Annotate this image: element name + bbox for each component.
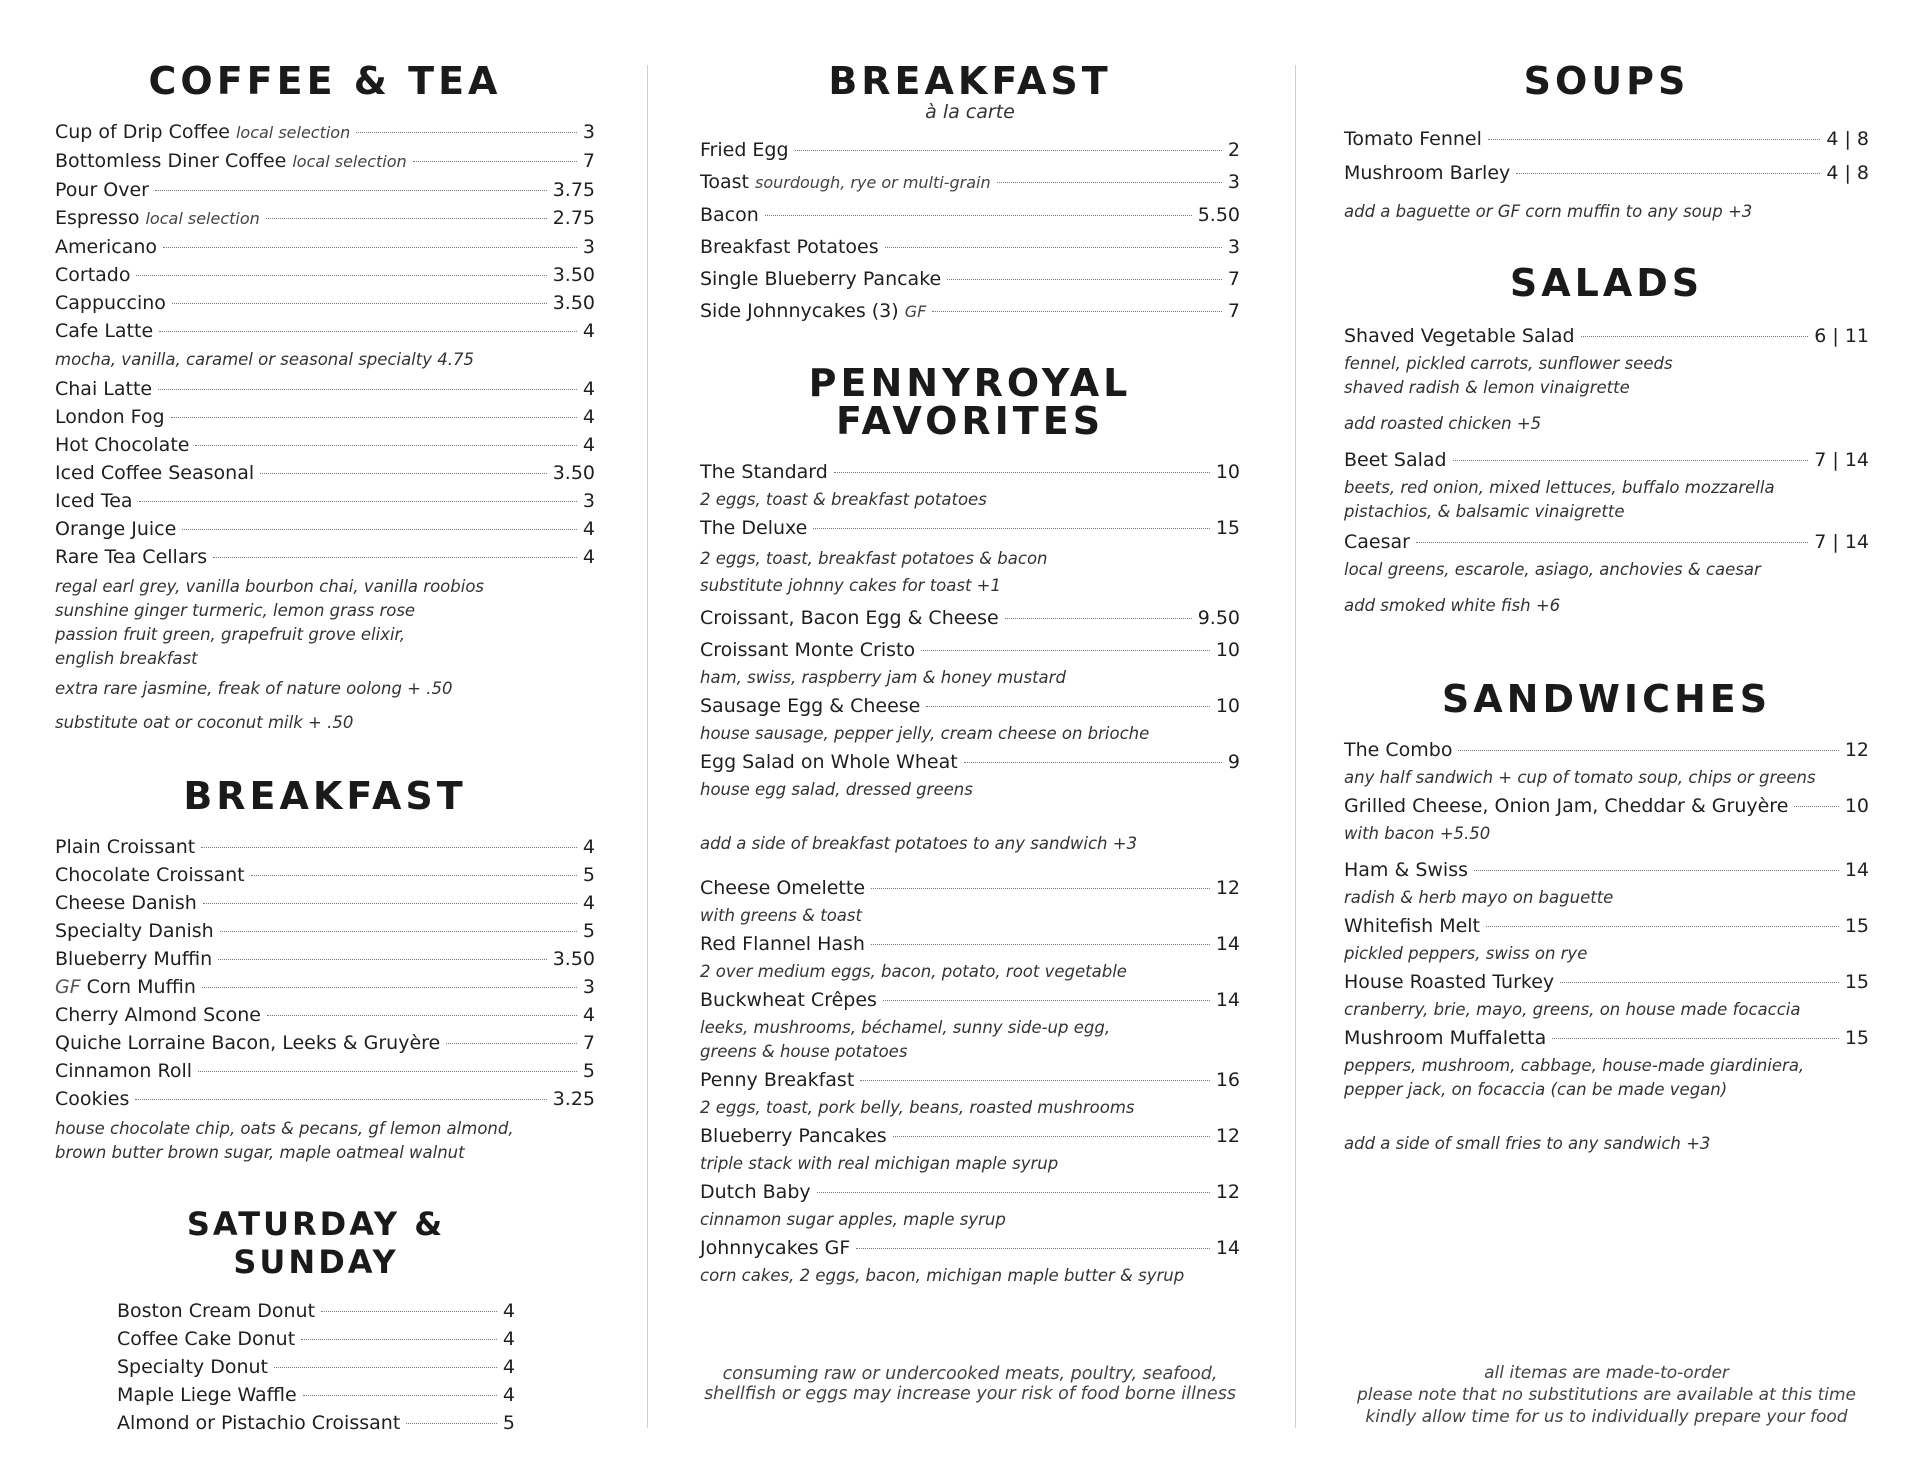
menu-item: Caesar 7 | 14: [1344, 531, 1869, 553]
menu-item: Cheese Omelette 12: [700, 877, 1240, 899]
menu-item: Sausage Egg & Cheese 10: [700, 695, 1240, 717]
menu-item: Single Blueberry Pancake 7: [700, 268, 1240, 290]
middle-column: [700, 59, 1240, 1404]
item-description: local greens, escarole, asiago, anchovies & caesar: [1344, 560, 1761, 579]
menu-item: Bottomless Diner Coffee local selection 7: [55, 150, 595, 172]
item-description: fennel, pickled carrots, sunflower seeds shaved radish & lemon vinaigrette: [1344, 354, 1673, 397]
menu-item: Cappuccino 3.50: [55, 292, 595, 314]
fries-note: add a side of small fries to any sandwich +3: [1344, 1134, 1711, 1153]
menu-item: Beet Salad 7 | 14: [1344, 449, 1869, 471]
item-addon: add roasted chicken +5: [1344, 414, 1542, 433]
menu-item: Cheese Danish 4: [55, 892, 595, 914]
menu-item: Chai Latte 4: [55, 378, 595, 400]
menu-item: Iced Tea 3: [55, 490, 595, 512]
menu-item: Maple Liege Waffle 4: [117, 1384, 515, 1406]
alacarte-list: [700, 134, 1240, 328]
item-description: beets, red onion, mixed lettuces, buffalo mozzarella pistachios, & balsamic vinaigrette: [1344, 478, 1775, 521]
left-column: [55, 59, 595, 1437]
menu-item: London Fog 4: [55, 406, 595, 428]
menu-item: The Combo 12: [1344, 739, 1869, 761]
right-column: [1344, 59, 1869, 1427]
menu-item: Almond or Pistachio Croissant 5: [117, 1412, 515, 1434]
menu-item: Bacon 5.50: [700, 204, 1240, 226]
menu-item: Specialty Donut 4: [117, 1356, 515, 1378]
menu-item: Egg Salad on Whole Wheat 9: [700, 751, 1240, 773]
item-description: 2 eggs, toast & breakfast potatoes: [700, 490, 987, 509]
menu-item: Tomato Fennel 4 | 8: [1344, 128, 1869, 150]
menu-item: Blueberry Pancakes 12: [700, 1125, 1240, 1147]
item-description: cranberry, brie, mayo, greens, on house made focaccia: [1344, 1000, 1801, 1019]
menu-item: Coffee Cake Donut 4: [117, 1328, 515, 1350]
menu-item: Americano 3: [55, 236, 595, 258]
breakfast-pastry-heading: BREAKFAST: [183, 774, 467, 818]
gf-label: GF: [55, 976, 81, 998]
cookie-note: house chocolate chip, oats & pecans, gf lemon almond, brown butter brown sugar, maple oatmeal walnut: [55, 1119, 514, 1162]
menu-item: Johnnycakes GF 14: [700, 1237, 1240, 1259]
menu-item: Mushroom Barley 4 | 8: [1344, 162, 1869, 184]
weekend-heading: SATURDAY & SUNDAY: [186, 1205, 446, 1281]
menu-item: House Roasted Turkey 15: [1344, 971, 1869, 993]
menu-item: Croissant Monte Cristo 10: [700, 639, 1240, 661]
menu-item: Cookies 3.25: [55, 1088, 595, 1110]
menu-item: Cup of Drip Coffee local selection 3: [55, 121, 595, 143]
column-divider-left: [647, 65, 648, 1428]
menu-item: Rare Tea Cellars 4: [55, 546, 595, 568]
menu-item: Buckwheat Crêpes 14: [700, 989, 1240, 1011]
menu-item: Toast sourdough, rye or multi-grain 3: [700, 171, 1240, 193]
item-description: with greens & toast: [700, 906, 862, 925]
alacarte-subheading: à la carte: [925, 101, 1015, 123]
weekend-list: [117, 1297, 515, 1437]
menu-item: Cinnamon Roll 5: [55, 1060, 595, 1082]
item-description: with bacon +5.50: [1344, 824, 1491, 843]
item-description: corn cakes, 2 eggs, bacon, michigan maple butter & syrup: [700, 1266, 1185, 1285]
tea-list: regal earl grey, vanilla bourbon chai, vanilla roobios sunshine ginger turmeric, lemon grass rose passion fruit green, grapefruit grove elixir, english breakfast: [55, 577, 485, 668]
menu-item: Grilled Cheese, Onion Jam, Cheddar & Gruyère 10: [1344, 795, 1869, 817]
item-description: peppers, mushroom, cabbage, house-made giardiniera, pepper jack, on focaccia (can be made vegan): [1344, 1056, 1805, 1099]
favorites-list: [700, 456, 1240, 1288]
side-note: add a side of breakfast potatoes to any sandwich +3: [700, 834, 1138, 853]
menu-item: Croissant, Bacon Egg & Cheese 9.50: [700, 607, 1240, 629]
order-notice: all itemas are made-to-order please note that no substitutions are available at this time kindly allow time for us to individually prepare your food: [1357, 1363, 1856, 1427]
health-advisory: consuming raw or undercooked meats, poultry, seafood, shellfish or eggs may increase your risk of food borne illness: [704, 1364, 1236, 1404]
menu-item: Side Johnnycakes (3) GF 7: [700, 300, 1240, 322]
sandwiches-list: [1344, 734, 1869, 1156]
menu-item: Specialty Danish 5: [55, 920, 595, 942]
item-description: radish & herb mayo on baguette: [1344, 888, 1614, 907]
menu-item: Dutch Baby 12: [700, 1181, 1240, 1203]
soups-heading: SOUPS: [1523, 59, 1690, 103]
item-description: 2 eggs, toast, pork belly, beans, roasted mushrooms: [700, 1098, 1135, 1117]
menu-item: Orange Juice 4: [55, 518, 595, 540]
soups-list: [1344, 122, 1869, 224]
menu-item: Shaved Vegetable Salad 6 | 11: [1344, 325, 1869, 347]
item-addon: add smoked white fish +6: [1344, 596, 1561, 615]
sandwiches-heading: SANDWICHES: [1441, 677, 1772, 721]
menu-item: The Deluxe 15: [700, 517, 1240, 539]
menu-item: Chocolate Croissant 5: [55, 864, 595, 886]
menu-item: Mushroom Muffaletta 15: [1344, 1027, 1869, 1049]
salads-heading: SALADS: [1509, 261, 1704, 305]
menu-item: The Standard 10: [700, 461, 1240, 483]
menu-item: Cafe Latte 4: [55, 320, 595, 342]
favorites-heading: PENNYROYAL FAVORITES: [808, 361, 1132, 443]
milk-note: substitute oat or coconut milk + .50: [55, 713, 354, 732]
menu-item: Ham & Swiss 14: [1344, 859, 1869, 881]
item-description: 2 over medium eggs, bacon, potato, root vegetable: [700, 962, 1127, 981]
item-description: cinnamon sugar apples, maple syrup: [700, 1210, 1006, 1229]
item-description: any half sandwich + cup of tomato soup, chips or greens: [1344, 768, 1816, 787]
soup-note: add a baguette or GF corn muffin to any soup +3: [1344, 202, 1753, 221]
item-description: ham, swiss, raspberry jam & honey mustard: [700, 668, 1066, 687]
menu-item: Quiche Lorraine Bacon, Leeks & Gruyère 7: [55, 1032, 595, 1054]
menu-item: Cherry Almond Scone 4: [55, 1004, 595, 1026]
breakfast-alacarte-heading: BREAKFAST: [828, 59, 1112, 103]
menu-item: Whitefish Melt 15: [1344, 915, 1869, 937]
menu-item: Plain Croissant 4: [55, 836, 595, 858]
menu-item: Cortado 3.50: [55, 264, 595, 286]
menu-item: GF Corn Muffin 3: [55, 973, 595, 1001]
menu-item: Espresso local selection 2.75: [55, 207, 595, 229]
menu-item: Iced Coffee Seasonal 3.50: [55, 462, 595, 484]
salads-list: [1344, 320, 1869, 618]
item-description: triple stack with real michigan maple syrup: [700, 1154, 1059, 1173]
latte-note: mocha, vanilla, caramel or seasonal specialty 4.75: [55, 350, 474, 369]
item-description: substitute johnny cakes for toast +1: [700, 576, 1002, 595]
menu-item: Blueberry Muffin 3.50: [55, 948, 595, 970]
item-description: leeks, mushrooms, béchamel, sunny side-up egg, greens & house potatoes: [700, 1018, 1111, 1061]
item-description: 2 eggs, toast, breakfast potatoes & bacon: [700, 549, 1048, 568]
coffee-tea-heading: COFFEE & TEA: [148, 59, 502, 103]
menu-item: Boston Cream Donut 4: [117, 1300, 515, 1322]
item-description: house sausage, pepper jelly, cream cheese on brioche: [700, 724, 1150, 743]
column-divider-right: [1295, 65, 1296, 1428]
menu-item: Breakfast Potatoes 3: [700, 236, 1240, 258]
item-description: house egg salad, dressed greens: [700, 780, 973, 799]
menu-item: Red Flannel Hash 14: [700, 933, 1240, 955]
menu-item: Penny Breakfast 16: [700, 1069, 1240, 1091]
menu-item: Pour Over 3.75: [55, 179, 595, 201]
item-description: pickled peppers, swiss on rye: [1344, 944, 1588, 963]
menu-item: Hot Chocolate 4: [55, 434, 595, 456]
menu-item: Fried Egg 2: [700, 139, 1240, 161]
coffee-tea-list: [55, 118, 595, 735]
tea-extra-note: extra rare jasmine, freak of nature oolong + .50: [55, 679, 453, 698]
breakfast-pastry-list: [55, 833, 595, 1165]
